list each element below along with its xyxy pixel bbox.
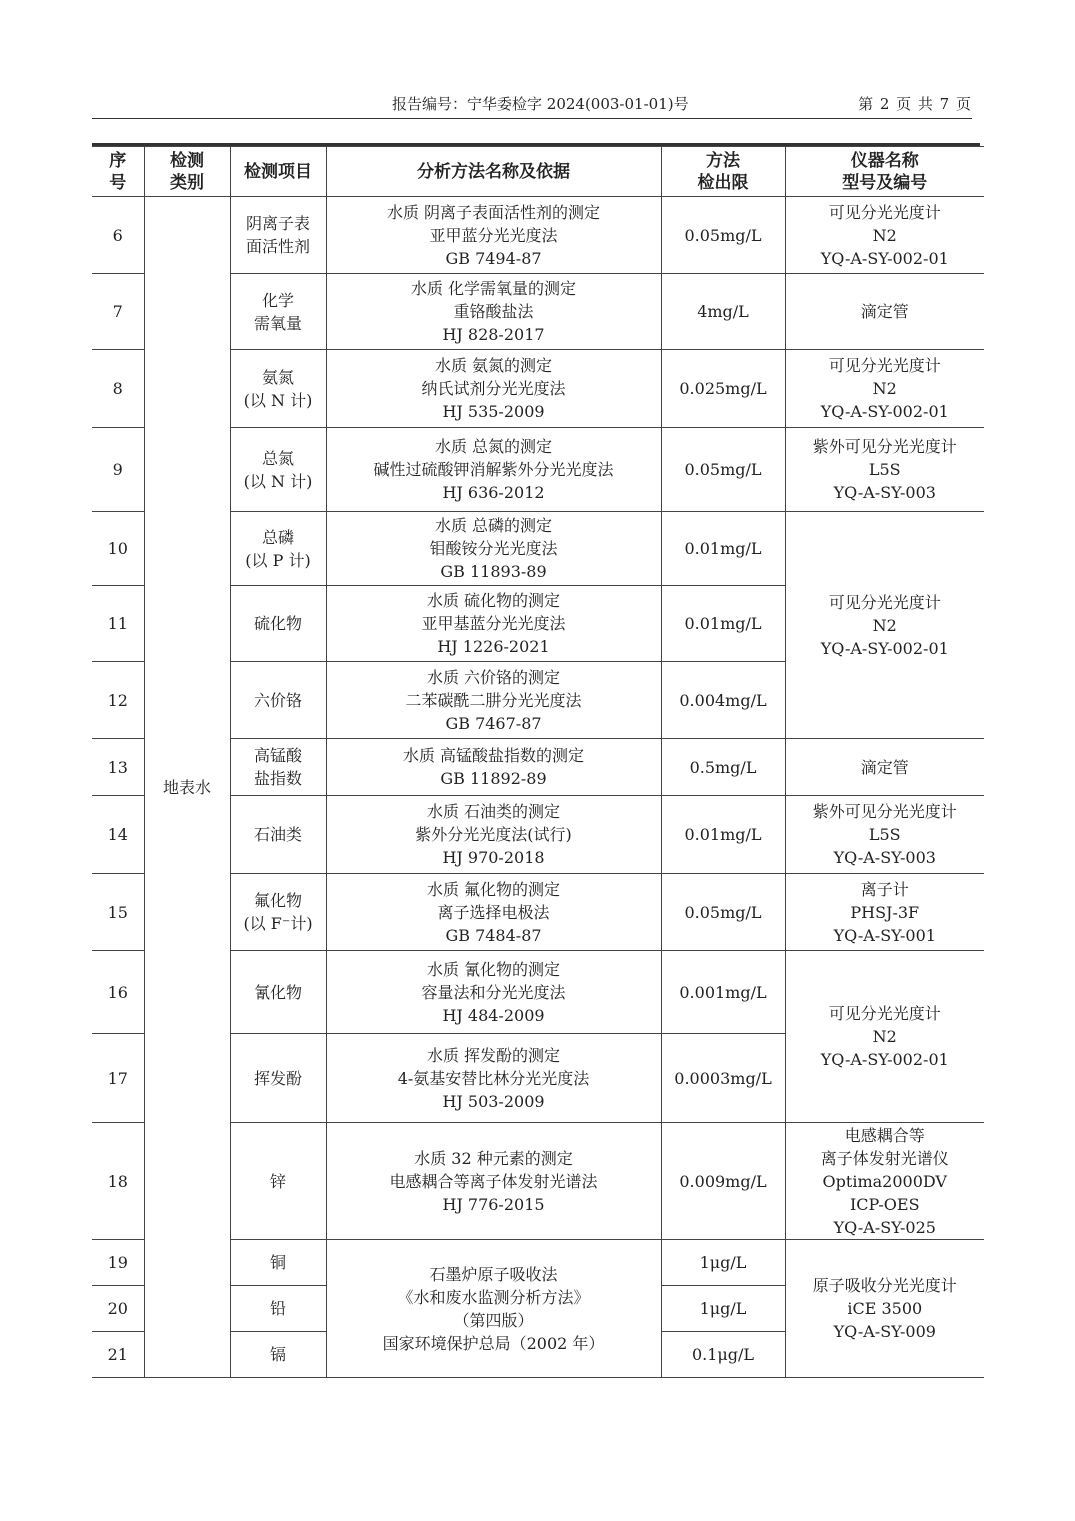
detection-limit: 0.05mg/L bbox=[661, 428, 785, 512]
row-number: 9 bbox=[92, 428, 144, 512]
row-number: 14 bbox=[92, 796, 144, 874]
test-item: 铜 bbox=[230, 1240, 326, 1286]
test-item: 锌 bbox=[230, 1123, 326, 1240]
row-number: 21 bbox=[92, 1332, 144, 1378]
method-cell: 水质 氨氮的测定 纳氏试剂分光光度法 HJ 535-2009 bbox=[326, 350, 661, 428]
row-number: 15 bbox=[92, 874, 144, 951]
detection-limit: 0.05mg/L bbox=[661, 197, 785, 274]
method-cell: 水质 32 种元素的测定 电感耦合等离子体发射光谱法 HJ 776-2015 bbox=[326, 1123, 661, 1240]
instrument-cell: 可见分光光度计 N2 YQ-A-SY-002-01 bbox=[785, 512, 984, 739]
test-item: 总氮 (以 N 计) bbox=[230, 428, 326, 512]
instrument-cell: 原子吸收分光光度计 iCE 3500 YQ-A-SY-009 bbox=[785, 1240, 984, 1378]
test-item: 挥发酚 bbox=[230, 1034, 326, 1123]
header-category: 检测 类别 bbox=[144, 147, 230, 197]
detection-limit: 0.1μg/L bbox=[661, 1332, 785, 1378]
method-cell: 水质 六价铬的测定 二苯碳酰二肼分光光度法 GB 7467-87 bbox=[326, 662, 661, 739]
instrument-cell: 可见分光光度计 N2 YQ-A-SY-002-01 bbox=[785, 350, 984, 428]
detection-limit: 0.01mg/L bbox=[661, 512, 785, 586]
report-number: 报告编号：宁华委检字 2024(003-01-01)号 bbox=[392, 95, 689, 113]
detection-limit: 0.004mg/L bbox=[661, 662, 785, 739]
row-number: 7 bbox=[92, 274, 144, 350]
method-cell: 水质 阴离子表面活性剂的测定 亚甲蓝分光光度法 GB 7494-87 bbox=[326, 197, 661, 274]
test-item: 高锰酸 盐指数 bbox=[230, 739, 326, 796]
method-cell: 水质 化学需氧量的测定 重铬酸盐法 HJ 828-2017 bbox=[326, 274, 661, 350]
row-number: 19 bbox=[92, 1240, 144, 1286]
row-number: 18 bbox=[92, 1123, 144, 1240]
test-item: 硫化物 bbox=[230, 586, 326, 662]
test-item: 镉 bbox=[230, 1332, 326, 1378]
header-item: 检测项目 bbox=[230, 147, 326, 197]
test-item: 氰化物 bbox=[230, 951, 326, 1034]
method-cell: 石墨炉原子吸收法 《水和废水监测分析方法》 （第四版） 国家环境保护总局（2002 年） bbox=[326, 1240, 661, 1378]
detection-limit: 0.0003mg/L bbox=[661, 1034, 785, 1123]
page-number: 第 2 页 共 7 页 bbox=[858, 95, 972, 113]
header-method: 分析方法名称及依据 bbox=[326, 147, 661, 197]
header-limit: 方法 检出限 bbox=[661, 147, 785, 197]
detection-limit: 0.001mg/L bbox=[661, 951, 785, 1034]
detection-limit: 0.05mg/L bbox=[661, 874, 785, 951]
row-number: 10 bbox=[92, 512, 144, 586]
row-number: 8 bbox=[92, 350, 144, 428]
detection-limit: 4mg/L bbox=[661, 274, 785, 350]
instrument-cell: 滴定管 bbox=[785, 739, 984, 796]
detection-limit: 0.5mg/L bbox=[661, 739, 785, 796]
instrument-cell: 紫外可见分光光度计 L5S YQ-A-SY-003 bbox=[785, 428, 984, 512]
row-number: 16 bbox=[92, 951, 144, 1034]
instrument-cell: 离子计 PHSJ-3F YQ-A-SY-001 bbox=[785, 874, 984, 951]
method-cell: 水质 总磷的测定 钼酸铵分光光度法 GB 11893-89 bbox=[326, 512, 661, 586]
row-number: 12 bbox=[92, 662, 144, 739]
method-cell: 水质 氰化物的测定 容量法和分光光度法 HJ 484-2009 bbox=[326, 951, 661, 1034]
row-number: 17 bbox=[92, 1034, 144, 1123]
method-cell: 水质 氟化物的测定 离子选择电极法 GB 7484-87 bbox=[326, 874, 661, 951]
test-item: 铅 bbox=[230, 1286, 326, 1332]
test-item: 氟化物 (以 F⁻计) bbox=[230, 874, 326, 951]
header-instrument: 仪器名称 型号及编号 bbox=[785, 147, 984, 197]
header-seq: 序 号 bbox=[92, 147, 144, 197]
category-cell: 地表水 bbox=[144, 197, 230, 1378]
test-item: 氨氮 (以 N 计) bbox=[230, 350, 326, 428]
detection-limit: 1μg/L bbox=[661, 1286, 785, 1332]
row-number: 20 bbox=[92, 1286, 144, 1332]
table-header-row bbox=[92, 147, 984, 197]
row-number: 11 bbox=[92, 586, 144, 662]
method-cell: 水质 高锰酸盐指数的测定 GB 11892-89 bbox=[326, 739, 661, 796]
test-item: 阴离子表 面活性剂 bbox=[230, 197, 326, 274]
instrument-cell: 紫外可见分光光度计 L5S YQ-A-SY-003 bbox=[785, 796, 984, 874]
test-item: 六价铬 bbox=[230, 662, 326, 739]
instrument-cell: 电感耦合等 离子体发射光谱仪 Optima2000DV ICP-OES YQ-A-SY-025 bbox=[785, 1123, 984, 1240]
row-number: 13 bbox=[92, 739, 144, 796]
detection-limit: 0.01mg/L bbox=[661, 796, 785, 874]
test-item: 化学 需氧量 bbox=[230, 274, 326, 350]
instrument-cell: 可见分光光度计 N2 YQ-A-SY-002-01 bbox=[785, 197, 984, 274]
test-item: 总磷 (以 P 计) bbox=[230, 512, 326, 586]
detection-limit: 0.01mg/L bbox=[661, 586, 785, 662]
detection-limit: 1μg/L bbox=[661, 1240, 785, 1286]
method-cell: 水质 挥发酚的测定 4-氨基安替比林分光光度法 HJ 503-2009 bbox=[326, 1034, 661, 1123]
table-row bbox=[92, 197, 984, 274]
row-number: 6 bbox=[92, 197, 144, 274]
method-cell: 水质 总氮的测定 碱性过硫酸钾消解紫外分光光度法 HJ 636-2012 bbox=[326, 428, 661, 512]
detection-limit: 0.025mg/L bbox=[661, 350, 785, 428]
test-method-table bbox=[92, 146, 984, 1378]
instrument-cell: 滴定管 bbox=[785, 274, 984, 350]
instrument-cell: 可见分光光度计 N2 YQ-A-SY-002-01 bbox=[785, 951, 984, 1123]
test-item: 石油类 bbox=[230, 796, 326, 874]
method-cell: 水质 硫化物的测定 亚甲基蓝分光光度法 HJ 1226-2021 bbox=[326, 586, 661, 662]
method-cell: 水质 石油类的测定 紫外分光光度法(试行) HJ 970-2018 bbox=[326, 796, 661, 874]
detection-limit: 0.009mg/L bbox=[661, 1123, 785, 1240]
report-header bbox=[92, 88, 972, 119]
